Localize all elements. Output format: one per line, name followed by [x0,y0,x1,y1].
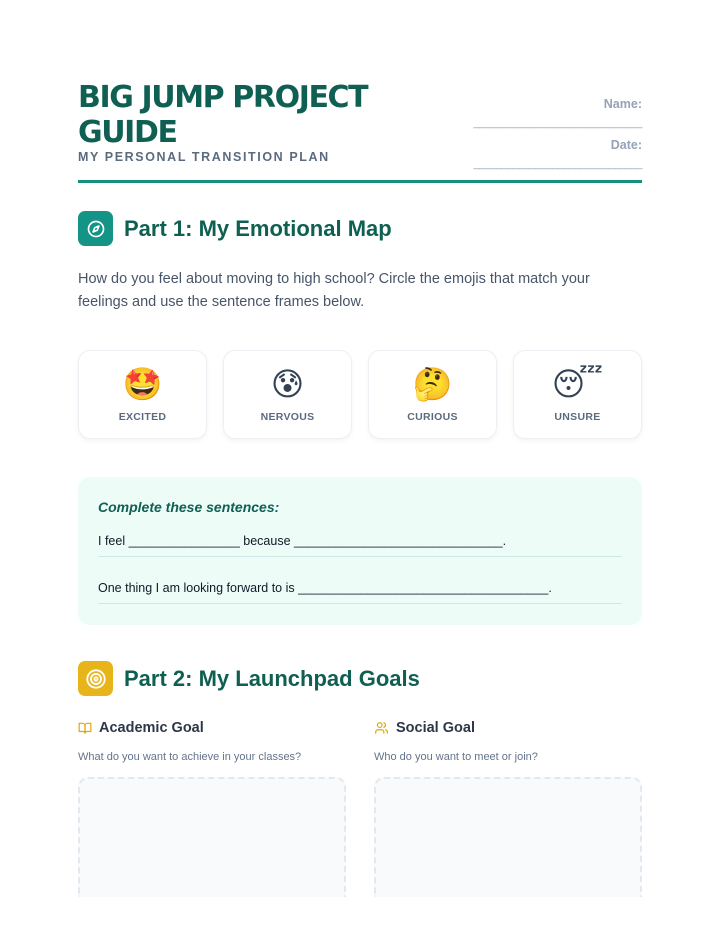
part2-title: Part 2: My Launchpad Goals [124,665,420,691]
header [78,80,642,184]
emotion-card-curious[interactable] [368,350,497,439]
sentence-frame-2[interactable]: One thing I am looking forward to is ____________________________________. [98,581,622,604]
page-subtitle: MY PERSONAL TRANSITION PLAN [78,150,330,164]
academic-goal-prompt: What do you want to achieve in your classes? [78,751,302,763]
sentence-frames-title: Complete these sentences: [98,499,280,515]
name-date-fields [462,96,642,178]
academic-goal [78,720,346,897]
name-label: Name: [603,97,642,111]
part2-heading [78,661,420,696]
part1-heading [78,211,392,246]
emotion-cards [78,350,642,439]
sleeping-emoji: 😴 [551,366,604,402]
emotion-card-nervous[interactable] [223,350,352,439]
star-struck-emoji: 🤩 [122,366,163,402]
name-field[interactable]: ______________________________ [473,117,642,129]
anxious-emoji: 😰 [270,366,305,402]
emotion-label: NERVOUS [260,411,315,423]
users-icon [374,721,389,735]
academic-goal-answer-box[interactable] [78,777,346,897]
emotion-card-unsure[interactable] [513,350,642,439]
sentence-frame-1[interactable]: I feel ________________ because ______________________________. [98,534,622,557]
header-divider [78,180,642,183]
social-goal-prompt: Who do you want to meet or join? [374,751,538,763]
thinking-emoji: 🤔 [412,366,453,402]
part1-title: Part 1: My Emotional Map [124,215,392,241]
academic-goal-title: Academic Goal [99,720,204,736]
sentence-frames-panel [78,477,642,625]
emotion-label: EXCITED [118,411,167,423]
book-icon [78,721,92,735]
social-goal-title: Social Goal [396,720,475,736]
date-label: Date: [610,138,642,152]
emotion-label: UNSURE [554,411,601,423]
emotion-card-excited[interactable] [78,350,207,439]
date-field[interactable]: ______________________________ [473,158,642,170]
compass-icon [78,211,113,246]
social-goal-answer-box[interactable] [374,777,642,897]
target-icon [78,661,113,696]
emotion-label: CURIOUS [407,411,458,423]
social-goal [374,720,642,897]
part1-intro: How do you feel about moving to high school? Circle the emojis that match your feelings and use the sentence frames below. [78,271,590,310]
page-title: BIG JUMP PROJECT GUIDE [78,80,368,150]
